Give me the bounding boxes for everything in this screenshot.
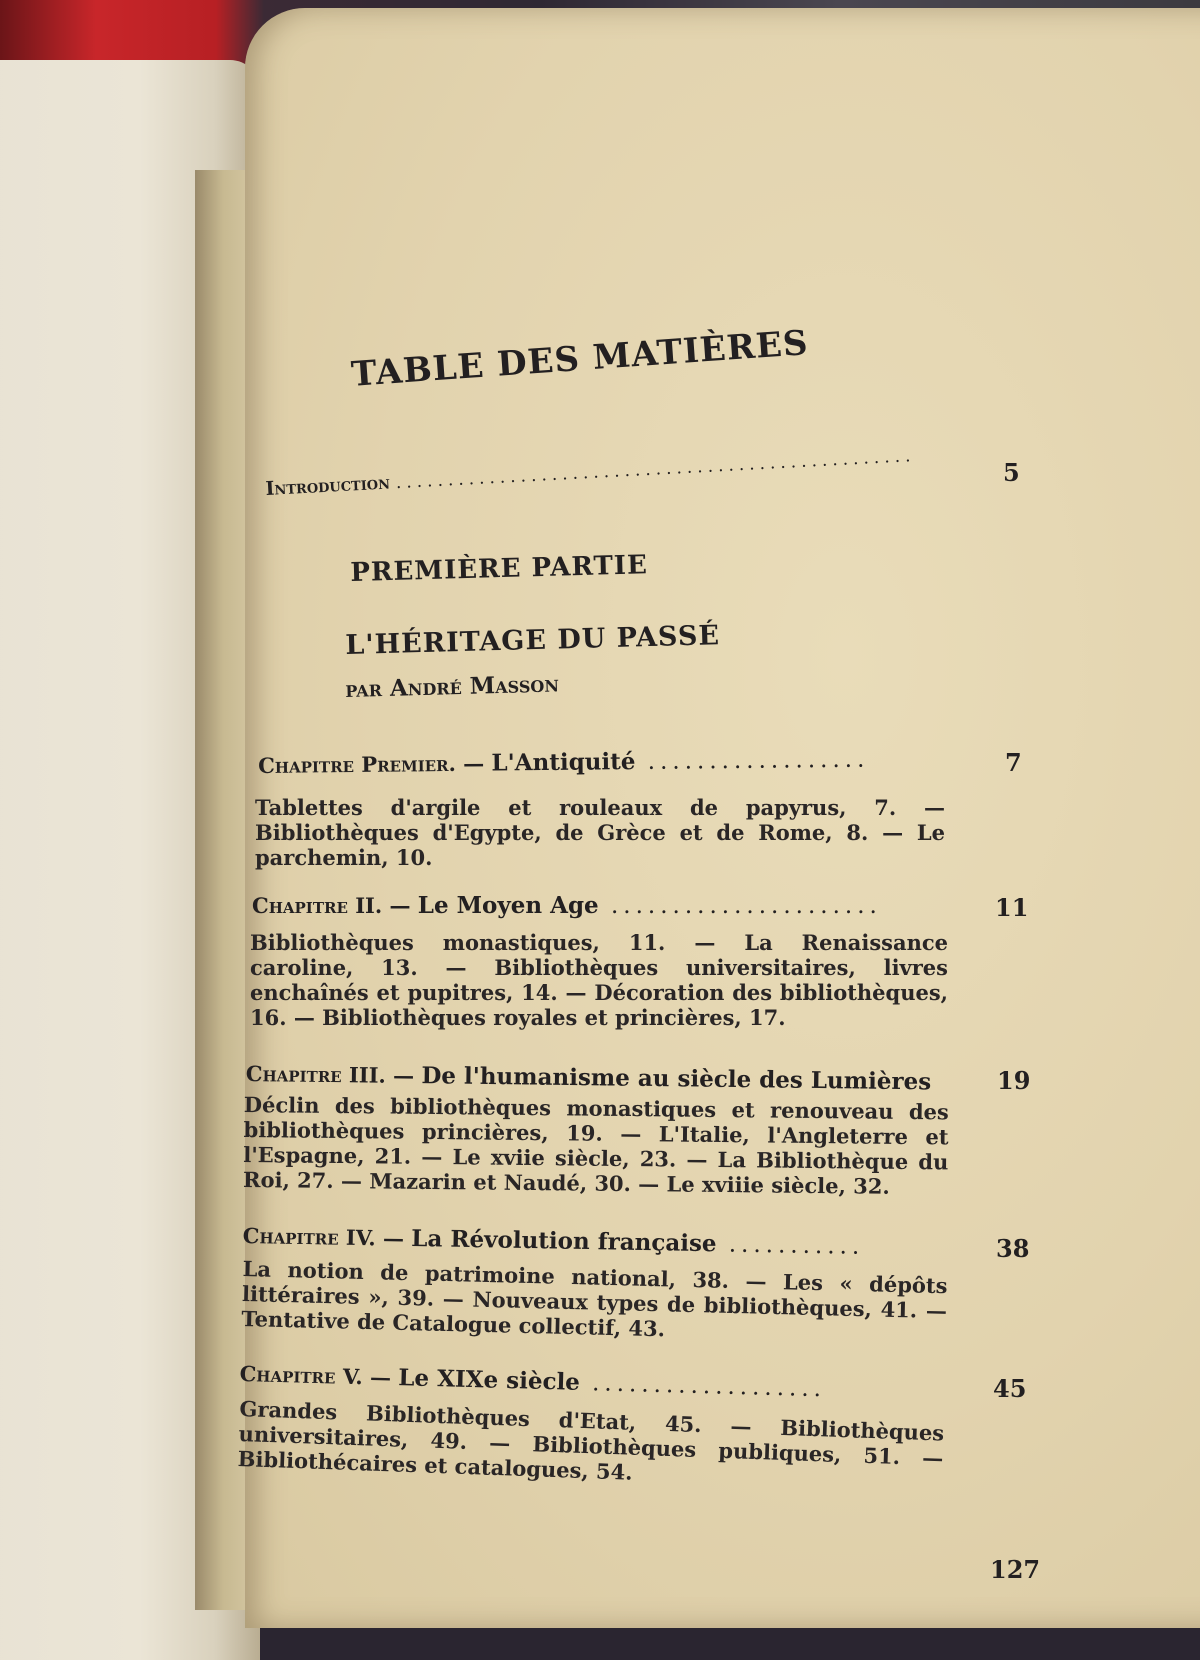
chapter-3-page: 19	[997, 1066, 1031, 1095]
page-title: TABLE DES MATIÈRES	[350, 323, 810, 395]
part-author: par André Masson	[345, 670, 560, 703]
chapter-5-heading	[239, 1360, 826, 1402]
chapter-2-title: Le Moyen Age	[417, 892, 599, 919]
page-number: 127	[990, 1555, 1041, 1584]
leader-dots: ...........	[716, 1231, 865, 1260]
chapter-2-label: Chapitre II. —	[252, 893, 418, 918]
chapter-1-heading	[258, 746, 869, 779]
chapter-1-label: Chapitre Premier. —	[258, 750, 492, 778]
chapter-1-summary: Tablettes d'argile et rouleaux de papyrus, 7. — Bibliothèques d'Egypte, de Grèce et de Rome, 8. — Le parchemin, 10.	[255, 795, 945, 870]
introduction-entry	[265, 444, 916, 500]
chapter-5-label: Chapitre V. —	[239, 1360, 399, 1391]
chapter-5-title: Le XIXe siècle	[397, 1364, 581, 1396]
leader-dots: ...................	[579, 1369, 827, 1403]
chapter-1-page: 7	[1005, 748, 1022, 777]
leader-dots: ......................	[598, 893, 882, 919]
chapter-4-label: Chapitre IV. —	[242, 1222, 412, 1251]
chapter-2-summary: Bibliothèques monastiques, 11. — La Renaissance caroline, 13. — Bibliothèques universitaires, livres enchaînés et pupitres, 14. — Décoration des bibliothèques, 16. — Bibliothèques royales et princières, 17.	[250, 930, 948, 1030]
chapter-4-summary: La notion de patrimoine national, 38. — Les « dépôts littéraires », 39. — Nouveaux types de bibliothèques, 41. — Tentative de Catalogue collectif, 43.	[241, 1256, 948, 1342]
chapter-4-page: 38	[996, 1234, 1030, 1263]
leader-dots: ..................	[635, 746, 870, 776]
chapter-3-heading	[246, 1060, 932, 1095]
chapter-2-heading	[252, 892, 882, 919]
chapter-3-label: Chapitre III. —	[245, 1060, 422, 1089]
introduction-label: Introduction	[265, 471, 391, 500]
chapter-4-heading	[243, 1222, 865, 1260]
chapter-5-summary: Grandes Bibliothèques d'Etat, 45. — Bibliothèques universitaires, 49. — Bibliothèques publiques, 51. — Bibliothécaires et catalogues, 54.	[237, 1396, 945, 1485]
chapter-1-title: L'Antiquité	[491, 748, 636, 777]
chapter-4-title: La Révolution française	[411, 1224, 717, 1258]
part-title: L'HÉRITAGE DU PASSÉ	[345, 620, 721, 661]
chapter-2-page: 11	[995, 893, 1029, 922]
chapter-3-summary: Déclin des bibliothèques monastiques et renouveau des bibliothèques princières, 19. — L'Italie, l'Angleterre et l'Espagne, 21. — Le xviie siècle, 23. — La Bibliothèque du Roi, 27. — Mazarin et Naudé, 30. — Le xviiie siècle, 32.	[242, 1092, 949, 1199]
introduction-page: 5	[1003, 458, 1020, 487]
part-label: PREMIÈRE PARTIE	[350, 550, 649, 588]
chapter-5-page: 45	[993, 1374, 1027, 1403]
leader-dots: ..................................................	[395, 445, 916, 494]
chapter-3-title: De l'humanisme au siècle des Lumières	[421, 1062, 932, 1096]
